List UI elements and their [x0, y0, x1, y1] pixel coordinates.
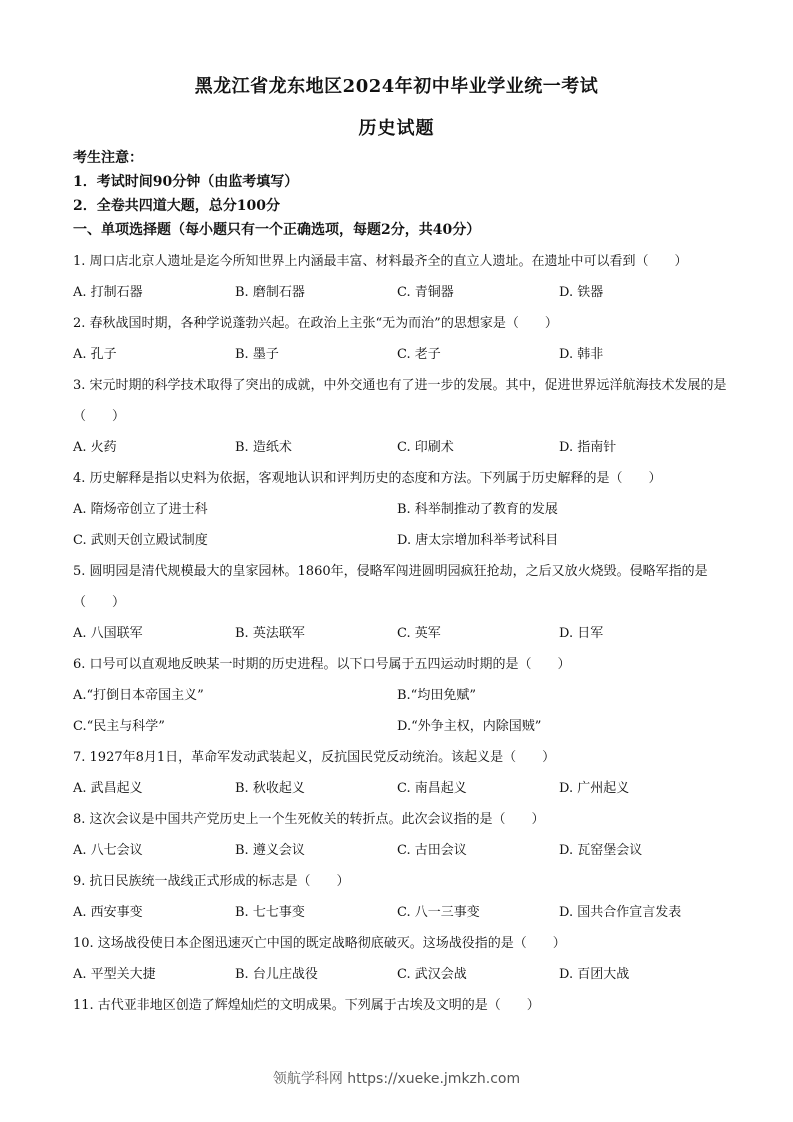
question-stem: 5. 圆明园是清代规模最大的皇家园林。1860年，侵略军闯进圆明园疯狂抢劫，之后又放火烧毁。侵略军指的是（ ）: [73, 564, 708, 610]
option-c: C. 八一三事变: [397, 905, 480, 920]
question-8: [73, 804, 733, 866]
notice-heading: 考生注意：: [73, 150, 143, 166]
option-d: D. 铁器: [559, 285, 604, 300]
option-b: B. 台儿庄战役: [235, 967, 318, 982]
question-stem: 11. 古代亚非地区创造了辉煌灿烂的文明成果。下列属于古埃及文明的是（ ）: [73, 998, 540, 1013]
option-b: B. 秋收起义: [235, 781, 305, 796]
option-b: B. 造纸术: [235, 440, 292, 455]
option-b: B. 英法联军: [235, 626, 305, 641]
option-a: A. 隋炀帝创立了进士科: [73, 502, 208, 517]
option-c: C. 武汉会战: [397, 967, 467, 982]
option-a: A. 孔子: [73, 347, 117, 362]
option-b: B. 科举制推动了教育的发展: [397, 502, 558, 517]
option-a: A. 八国联军: [73, 626, 143, 641]
question-5: [73, 556, 733, 649]
option-c: C. 老子: [397, 347, 441, 362]
option-b: B.“均田免赋”: [397, 688, 476, 703]
exam-content: [73, 146, 733, 1021]
option-d: D. 韩非: [559, 347, 604, 362]
option-d: D. 广州起义: [559, 781, 630, 796]
option-row: [73, 618, 733, 649]
question-10: [73, 928, 733, 990]
option-c: C.“民主与科学”: [73, 719, 165, 734]
option-c: C. 武则天创立殿试制度: [73, 533, 208, 548]
option-d: D. 瓦窑堡会议: [559, 843, 643, 858]
option-a: A.“打倒日本帝国主义”: [73, 688, 204, 703]
exam-title: 黑龙江省龙东地区2024年初中毕业学业统一考试: [194, 76, 599, 97]
option-b: B. 七七事变: [235, 905, 305, 920]
option-a: A. 平型关大捷: [73, 967, 156, 982]
question-9: [73, 866, 733, 928]
question-stem: 6. 口号可以直观地反映某一时期的历史进程。以下口号属于五四运动时期的是（ ）: [73, 657, 571, 672]
question-11: [73, 990, 733, 1021]
notice-item: 1．考试时间90分钟（由监考填写）: [73, 174, 299, 190]
option-d: D. 唐太宗增加科举考试科目: [397, 533, 559, 548]
option-d: D.“外争主权，内除国贼”: [397, 719, 542, 734]
option-d: D. 百团大战: [559, 967, 630, 982]
question-stem: 4. 历史解释是指以史料为依据，客观地认识和评判历史的态度和方法。下列属于历史解释的是（ ）: [73, 471, 662, 486]
option-c: C. 青铜器: [397, 285, 454, 300]
option-row: [73, 680, 733, 742]
section-heading: 一、单项选择题（每小题只有一个正确选项，每题2分，共40分）: [73, 222, 481, 238]
option-d: D. 日军: [559, 626, 604, 641]
option-a: A. 西安事变: [73, 905, 143, 920]
option-b: B. 遵义会议: [235, 843, 305, 858]
option-row: [73, 773, 733, 804]
question-2: [73, 308, 733, 370]
option-row: [73, 897, 733, 928]
question-stem: 1. 周口店北京人遗址是迄今所知世界上内涵最丰富、材料最齐全的直立人遗址。在遗址中可以看到（ ）: [73, 254, 688, 269]
notice-item: 2．全卷共四道大题，总分100分: [73, 198, 280, 214]
footer-watermark: 领航学科网 https://xueke.jmkzh.com: [272, 1071, 521, 1087]
option-c: C. 印刷术: [397, 440, 454, 455]
question-stem: 3. 宋元时期的科学技术取得了突出的成就，中外交通也有了进一步的发展。其中，促进世界远洋航海技术发展的是（ ）: [73, 378, 727, 424]
question-3: [73, 370, 733, 463]
question-stem: 8. 这次会议是中国共产党历史上一个生死攸关的转折点。此次会议指的是（ ）: [73, 812, 545, 827]
question-4: [73, 463, 733, 556]
question-stem: 7. 1927年8月1日，革命军发动武装起义，反抗国民党反动统治。该起义是（ ）: [73, 750, 556, 765]
question-6: [73, 649, 733, 742]
option-row: [73, 494, 733, 556]
option-c: C. 古田会议: [397, 843, 467, 858]
option-row: [73, 959, 733, 990]
option-c: C. 南昌起义: [397, 781, 467, 796]
question-stem: 2. 春秋战国时期，各种学说蓬勃兴起。在政治上主张“无为而治”的思想家是（ ）: [73, 316, 558, 331]
question-stem: 10. 这场战役使日本企图迅速灭亡中国的既定战略彻底破灭。这场战役指的是（ ）: [73, 936, 566, 951]
option-a: A. 打制石器: [73, 285, 143, 300]
question-stem: 9. 抗日民族统一战线正式形成的标志是（ ）: [73, 874, 350, 889]
option-b: B. 磨制石器: [235, 285, 305, 300]
option-a: A. 武昌起义: [73, 781, 143, 796]
question-1: [73, 246, 733, 308]
option-b: B. 墨子: [235, 347, 279, 362]
option-a: A. 火药: [73, 440, 117, 455]
option-row: [73, 432, 733, 463]
option-a: A. 八七会议: [73, 843, 143, 858]
option-d: D. 指南针: [559, 440, 617, 455]
option-d: D. 国共合作宣言发表: [559, 905, 682, 920]
option-row: [73, 277, 733, 308]
option-row: [73, 835, 733, 866]
exam-subtitle: 历史试题: [358, 118, 435, 139]
option-row: [73, 339, 733, 370]
question-7: [73, 742, 733, 804]
option-c: C. 英军: [397, 626, 441, 641]
